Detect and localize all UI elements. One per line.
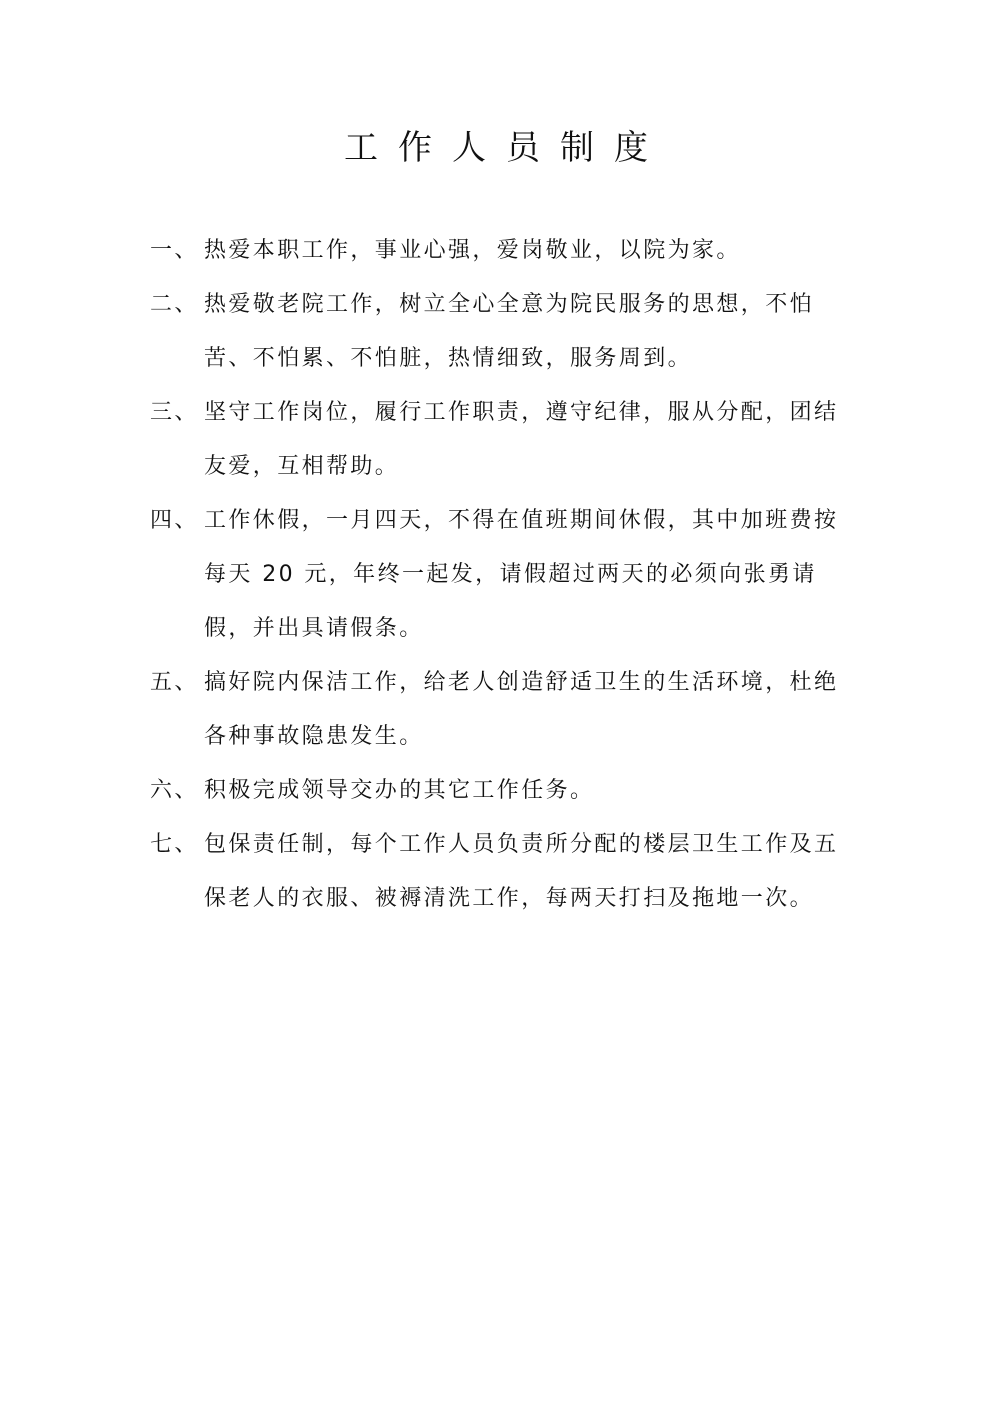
rule-item-5 [150, 656, 850, 764]
rule-text: 工作休假，一月四天，不得在值班期间休假，其中加班费按每天 20 元，年终一起发，请假超过两天的必须向张勇请假，并出具请假条。 [204, 508, 839, 641]
rules-list [150, 224, 850, 926]
rule-text: 坚守工作岗位，履行工作职责，遵守纪律，服从分配，团结友爱，互相帮助。 [204, 400, 839, 479]
rule-text: 积极完成领导交办的其它工作任务。 [204, 778, 595, 803]
rule-text: 包保责任制，每个工作人员负责所分配的楼层卫生工作及五保老人的衣服、被褥清洗工作，每两天打扫及拖地一次。 [204, 832, 839, 911]
rule-text: 热爱敬老院工作，树立全心全意为院民服务的思想，不怕苦、不怕累、不怕脏，热情细致，服务周到。 [204, 292, 815, 371]
rule-number: 六、 [150, 778, 199, 803]
rule-item-6 [150, 764, 850, 818]
rule-item-2 [150, 278, 850, 386]
document-title: 工作人员制度 [344, 128, 668, 168]
rule-text: 热爱本职工作，事业心强，爱岗敬业，以院为家。 [204, 238, 741, 263]
rule-item-7 [150, 818, 850, 926]
rule-number: 一、 [150, 238, 199, 263]
rule-item-1 [150, 224, 850, 278]
rule-number: 五、 [150, 670, 199, 695]
rule-item-3 [150, 386, 850, 494]
rule-number: 七、 [150, 832, 199, 857]
rule-number: 四、 [150, 508, 199, 533]
rule-item-4 [150, 494, 850, 656]
rule-number: 二、 [150, 292, 199, 317]
rule-number: 三、 [150, 400, 199, 425]
rule-text: 搞好院内保洁工作，给老人创造舒适卫生的生活环境，杜绝各种事故隐患发生。 [204, 670, 839, 749]
